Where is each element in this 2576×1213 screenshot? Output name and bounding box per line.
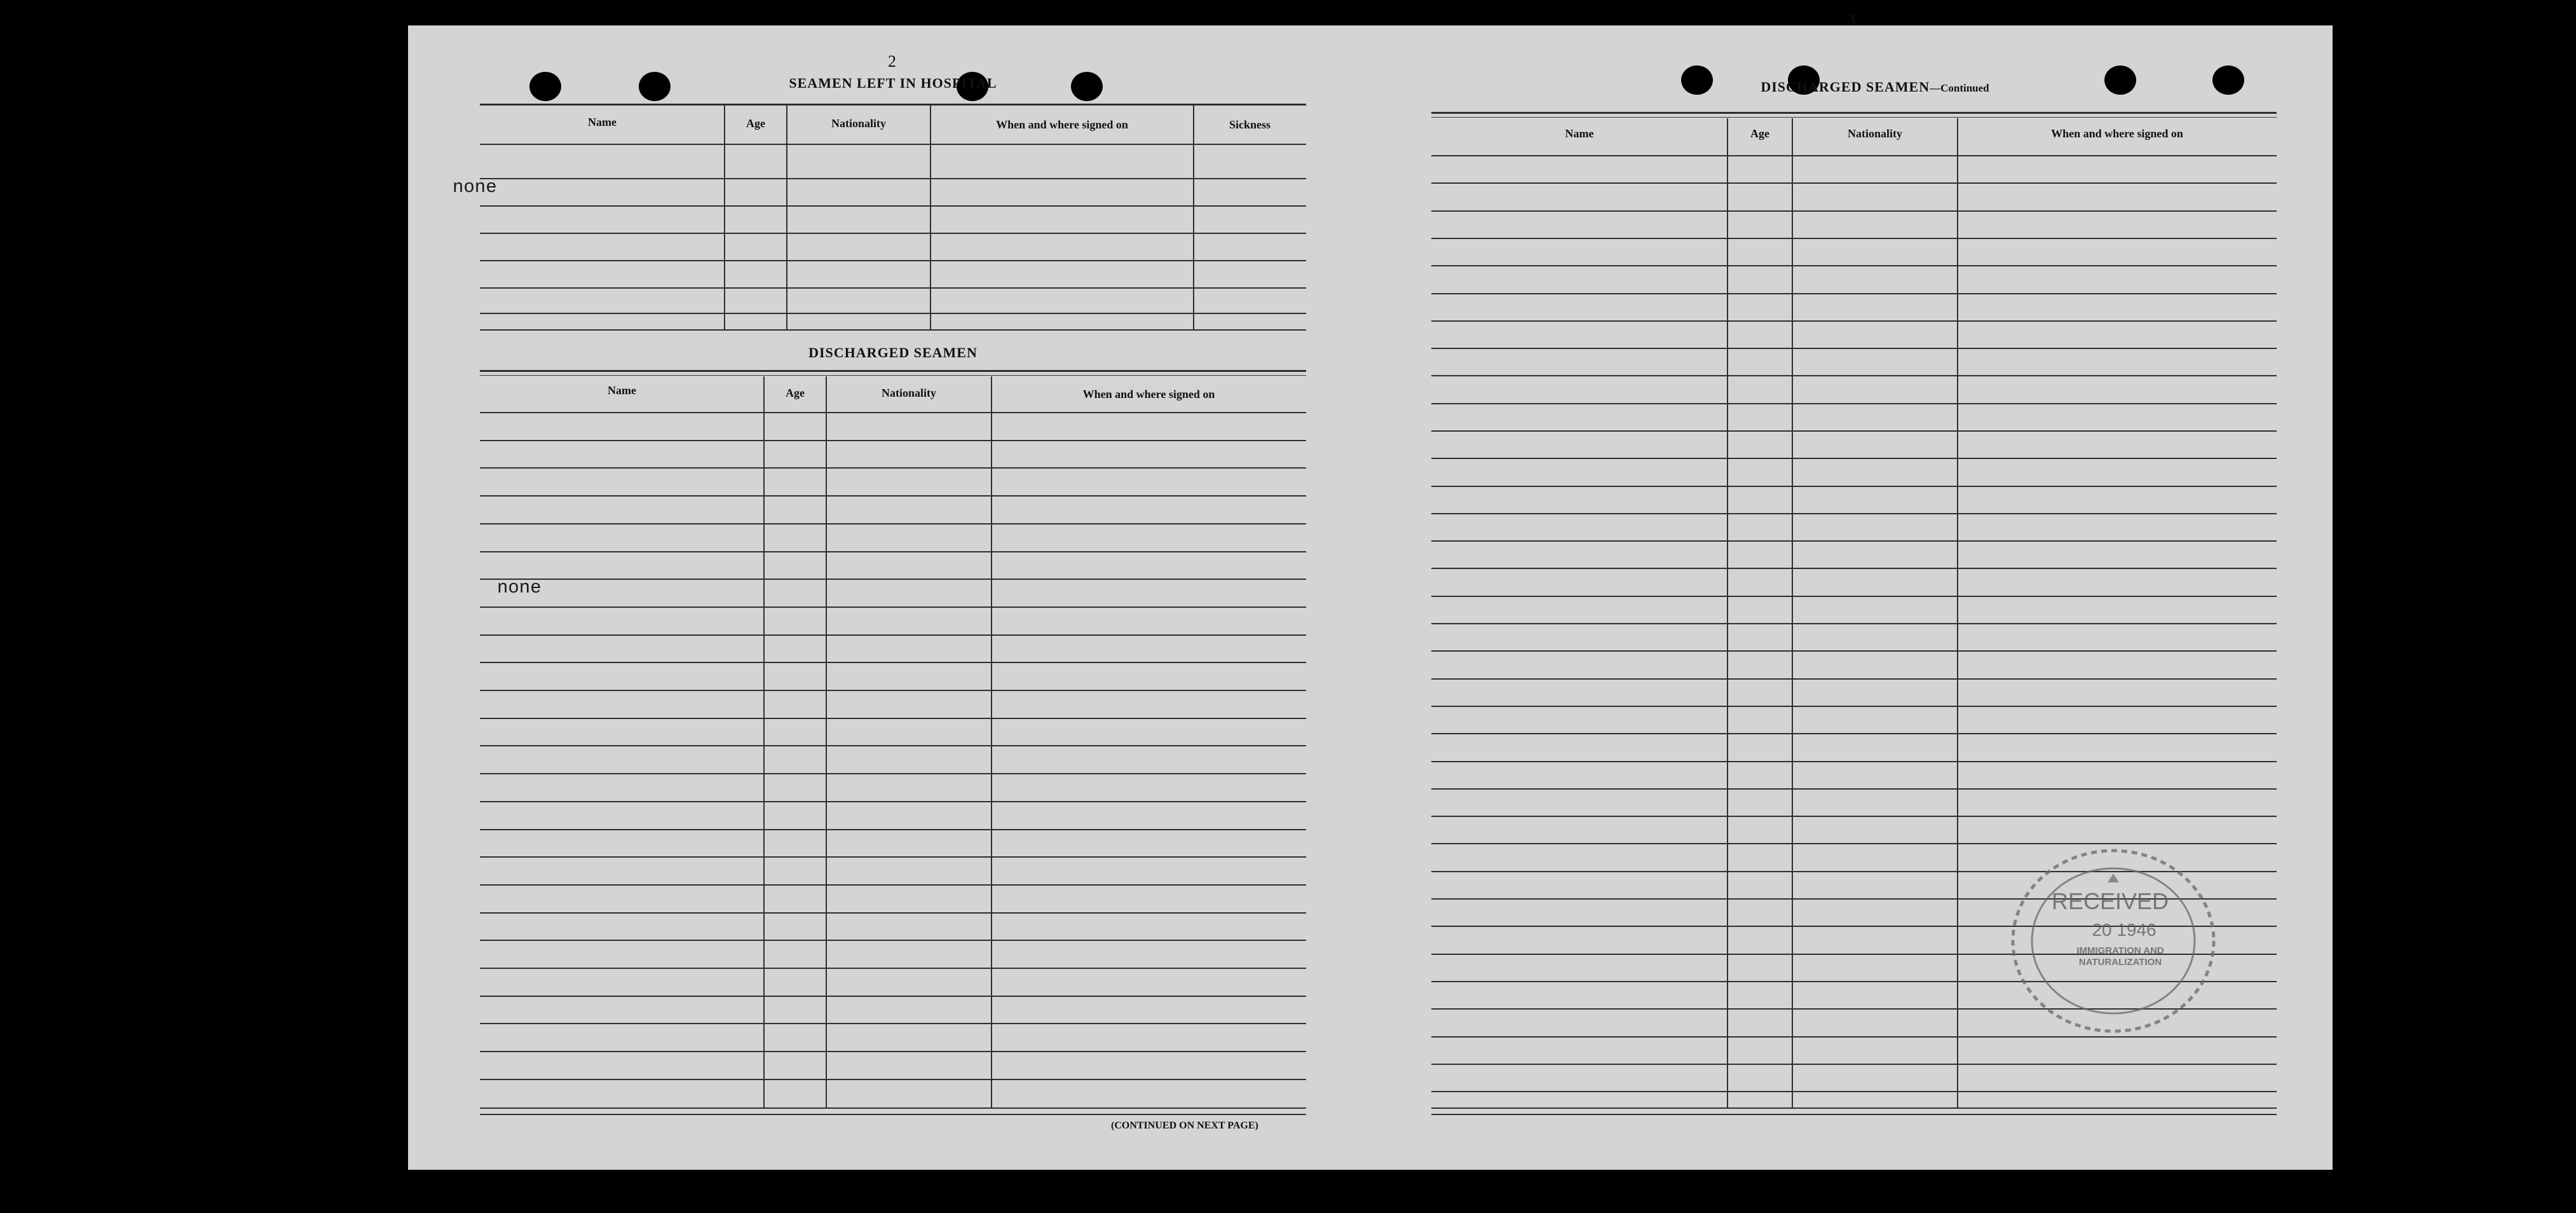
ruled-line xyxy=(480,1079,1306,1080)
discharged-header-name: Name xyxy=(608,384,636,397)
hospital-col-divider xyxy=(1193,105,1194,331)
ruled-line xyxy=(1431,1064,2277,1065)
hospital-col-divider xyxy=(786,105,787,331)
stamp-date-text: 20 1946 xyxy=(2092,920,2157,940)
discharged-top-rule xyxy=(480,370,1306,372)
ruled-line xyxy=(1431,513,2277,514)
hospital-section-title: SEAMEN LEFT IN HOSPITAL xyxy=(789,75,997,91)
ruled-line xyxy=(1431,210,2277,212)
ruled-line xyxy=(480,579,1306,580)
ruled-line xyxy=(480,440,1306,441)
ruled-line xyxy=(1431,375,2277,376)
hospital-entry-text: none xyxy=(453,177,497,198)
punch-hole xyxy=(2212,65,2244,95)
right-header-age: Age xyxy=(1750,127,1769,140)
right-section-title-suffix: —Continued xyxy=(1930,82,1989,94)
ruled-line xyxy=(480,495,1306,497)
right-col-divider xyxy=(1727,118,1728,1107)
right-header-name: Name xyxy=(1565,127,1594,140)
right-col-divider xyxy=(1792,118,1793,1107)
ruled-line xyxy=(480,523,1306,524)
hospital-header-name: Name xyxy=(588,116,617,128)
punch-hole xyxy=(1681,65,1713,95)
hospital-row-rule xyxy=(480,260,1306,261)
hospital-bottom-rule xyxy=(480,329,1306,331)
ruled-line xyxy=(480,745,1306,746)
ruled-line xyxy=(480,662,1306,663)
ruled-line xyxy=(480,773,1306,774)
hospital-row-rule xyxy=(480,178,1306,179)
hospital-top-rule xyxy=(480,104,1306,106)
ruled-line xyxy=(1431,430,2277,432)
stamp-received-text: RECEIVED xyxy=(2051,888,2169,914)
discharged-header-age: Age xyxy=(786,387,805,399)
hospital-header-signed-on: When and where signed on xyxy=(996,118,1128,131)
hospital-col-divider xyxy=(724,105,725,331)
ruled-line xyxy=(1431,596,2277,597)
ruled-line xyxy=(1431,320,2277,322)
ruled-line xyxy=(480,884,1306,886)
hospital-row-rule xyxy=(480,144,1306,145)
ruled-line xyxy=(1431,238,2277,239)
ruled-line xyxy=(1431,733,2277,734)
ruled-line xyxy=(480,412,1306,413)
ruled-line xyxy=(1431,265,2277,266)
hospital-header-nationality: Nationality xyxy=(831,117,886,130)
hospital-col-divider xyxy=(930,105,931,331)
discharged-header-nationality: Nationality xyxy=(881,387,936,399)
ruled-line xyxy=(480,634,1306,636)
hospital-row-rule xyxy=(480,233,1306,234)
right-section-title-main: DISCHARGED SEAMEN xyxy=(1761,79,1930,95)
ruled-line xyxy=(480,551,1306,552)
ruled-line xyxy=(1431,623,2277,624)
ruled-line xyxy=(480,718,1306,719)
ruled-line xyxy=(1431,678,2277,680)
ruled-line xyxy=(480,829,1306,830)
ruled-line xyxy=(1431,348,2277,349)
discharged-col-divider xyxy=(826,376,827,1107)
right-col-divider xyxy=(1957,118,1958,1107)
punch-hole xyxy=(2104,65,2136,95)
right-header-nationality: Nationality xyxy=(1847,127,1902,140)
ruled-line xyxy=(1431,568,2277,569)
right-page-bottom-rule-2 xyxy=(1431,1114,2277,1115)
ruled-line xyxy=(1431,650,2277,652)
ruled-line xyxy=(1431,706,2277,707)
ruled-line xyxy=(480,912,1306,914)
ruled-line xyxy=(480,856,1306,858)
right-header-signed-on: When and where signed on xyxy=(2051,127,2183,140)
ruled-line xyxy=(1431,293,2277,294)
ruled-line xyxy=(480,606,1306,608)
received-stamp-graphic xyxy=(2008,846,2218,1036)
ruled-line xyxy=(1431,155,2277,156)
ruled-line xyxy=(480,940,1306,941)
ruled-line xyxy=(1431,843,2277,844)
ruled-line xyxy=(1431,788,2277,790)
received-stamp xyxy=(2008,846,2218,1036)
hospital-header-age: Age xyxy=(746,117,765,130)
left-page-bottom-rule-2 xyxy=(480,1114,1306,1115)
hospital-row-rule xyxy=(480,287,1306,289)
discharged-entry-text: none xyxy=(497,577,542,598)
discharged-section-title: DISCHARGED SEAMEN xyxy=(808,345,978,360)
discharged-header-signed-on: When and where signed on xyxy=(1082,388,1215,401)
left-page-bottom-rule xyxy=(480,1107,1306,1109)
stamp-line1-text: IMMIGRATION AND xyxy=(2076,945,2164,956)
hospital-row-rule xyxy=(480,313,1306,314)
right-page-bottom-rule xyxy=(1431,1107,2277,1109)
ruled-line xyxy=(480,1051,1306,1052)
ruled-line xyxy=(1431,403,2277,404)
discharged-col-divider xyxy=(763,376,765,1107)
left-page-number: 2 xyxy=(888,52,896,71)
ruled-line xyxy=(1431,1091,2277,1092)
ruled-line xyxy=(480,801,1306,802)
ruled-line xyxy=(480,968,1306,969)
ruled-line xyxy=(480,996,1306,997)
right-top-rule xyxy=(1431,112,2277,114)
ruled-line xyxy=(1431,540,2277,542)
punch-hole xyxy=(529,72,561,101)
hospital-row-rule xyxy=(480,205,1306,207)
ruled-line xyxy=(480,1023,1306,1024)
ruled-line xyxy=(1431,761,2277,762)
discharged-top-rule-2 xyxy=(480,375,1306,376)
hospital-header-sickness: Sickness xyxy=(1229,118,1271,131)
punch-hole xyxy=(639,72,671,101)
ruled-line xyxy=(480,690,1306,691)
ruled-line xyxy=(1431,458,2277,459)
right-section-title xyxy=(1710,79,2040,95)
ruled-line xyxy=(1431,1036,2277,1038)
discharged-col-divider xyxy=(991,376,992,1107)
right-top-rule-2 xyxy=(1431,117,2277,118)
ruled-line xyxy=(1431,486,2277,487)
ruled-line xyxy=(1431,816,2277,817)
ruled-line xyxy=(480,467,1306,469)
ruled-line xyxy=(1431,182,2277,184)
continued-note: (CONTINUED ON NEXT PAGE) xyxy=(1111,1120,1258,1131)
stamp-line2-text: NATURALIZATION xyxy=(2078,957,2162,968)
right-page-number: 3 xyxy=(1847,10,1855,29)
